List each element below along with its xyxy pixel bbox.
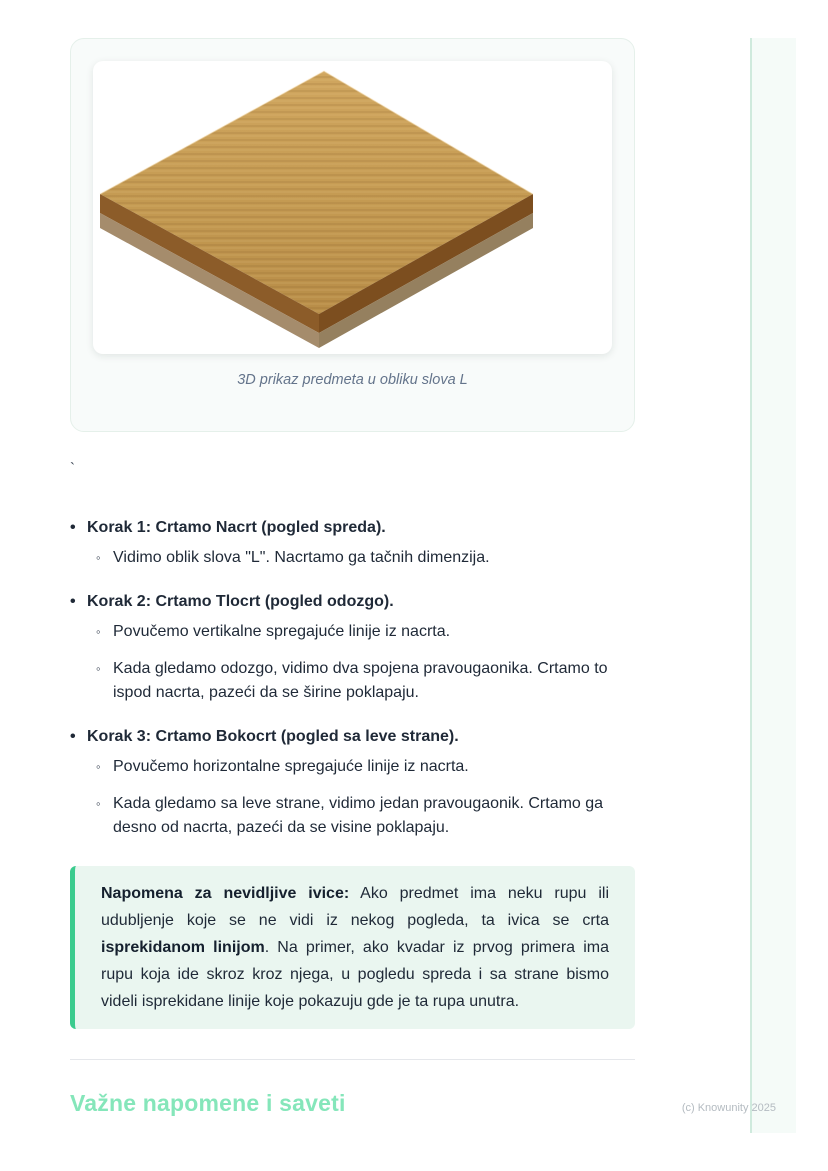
figure-card [70, 38, 635, 432]
note-text: Ako predmet ima neku rupu ili udubljenje koje se ne vidi iz nekog pogleda, ta ivica se crta [101, 885, 609, 929]
figure-image-frame [93, 61, 612, 354]
substep-text: Kada gledamo sa leve strane, vidimo jedan pravougaonik. Crtamo ga desno od nacrta, pazeći da se visine poklapaju. [113, 795, 604, 836]
figure-caption: 3D prikaz predmeta u obliku slova L [237, 372, 468, 388]
step-2-substeps [70, 620, 635, 705]
substep [96, 755, 618, 779]
step-3-title [70, 727, 635, 747]
section-heading: Važne napomene i saveti [70, 1090, 346, 1116]
step-3 [70, 727, 635, 840]
page-content [70, 38, 635, 1117]
note-bold-term: isprekidanom linijom [101, 939, 265, 956]
substep-text: Vidimo oblik slova "L". Nacrtamo ga tačnih dimenzija. [113, 549, 490, 566]
circle-bullet-icon: ◦ [96, 661, 101, 676]
copyright-text: (c) Knowunity 2025 [681, 1102, 776, 1114]
stray-backtick-text: ` [70, 460, 75, 477]
bullet-icon: • [70, 728, 76, 745]
bullet-icon: • [70, 593, 76, 610]
step-1-title [70, 518, 635, 538]
substep [96, 620, 618, 644]
step-title-text: Korak 3: Crtamo Bokocrt (pogled sa leve strane). [87, 728, 459, 745]
step-1 [70, 518, 635, 570]
steps-list [70, 518, 635, 840]
substep-text: Povučemo vertikalne spregajuće linije iz nacrta. [113, 623, 451, 640]
circle-bullet-icon: ◦ [96, 624, 101, 639]
circle-bullet-icon: ◦ [96, 550, 101, 565]
section-divider [70, 1059, 635, 1060]
wood-board-3d-image [94, 61, 612, 354]
step-3-substeps [70, 755, 635, 840]
step-2-title [70, 592, 635, 612]
note-text: . Na primer, ako kvadar iz prvog primera ima rupu koja ide skroz kroz njega, u pogledu spreda i sa strane bismo videli isprekidane linije koje pokazuju gde je ta rupa unutra. [101, 939, 609, 1010]
substep [96, 792, 618, 840]
substep [96, 546, 618, 570]
note-bold-lead: Napomena za nevidljive ivice: [101, 885, 350, 902]
page-edge-rail [750, 38, 796, 1133]
step-2 [70, 592, 635, 705]
bullet-icon: • [70, 519, 76, 536]
circle-bullet-icon: ◦ [96, 759, 101, 774]
note-callout [70, 866, 635, 1029]
substep-text: Kada gledamo odozgo, vidimo dva spojena pravougaonika. Crtamo to ispod nacrta, pazeći da se širine poklapaju. [113, 660, 608, 701]
step-title-text: Korak 2: Crtamo Tlocrt (pogled odozgo). [87, 593, 394, 610]
substep-text: Povučemo horizontalne spregajuće linije iz nacrta. [113, 758, 469, 775]
step-1-substeps [70, 546, 635, 570]
substep [96, 657, 618, 705]
step-title-text: Korak 1: Crtamo Nacrt (pogled spreda). [87, 519, 386, 536]
circle-bullet-icon: ◦ [96, 796, 101, 811]
